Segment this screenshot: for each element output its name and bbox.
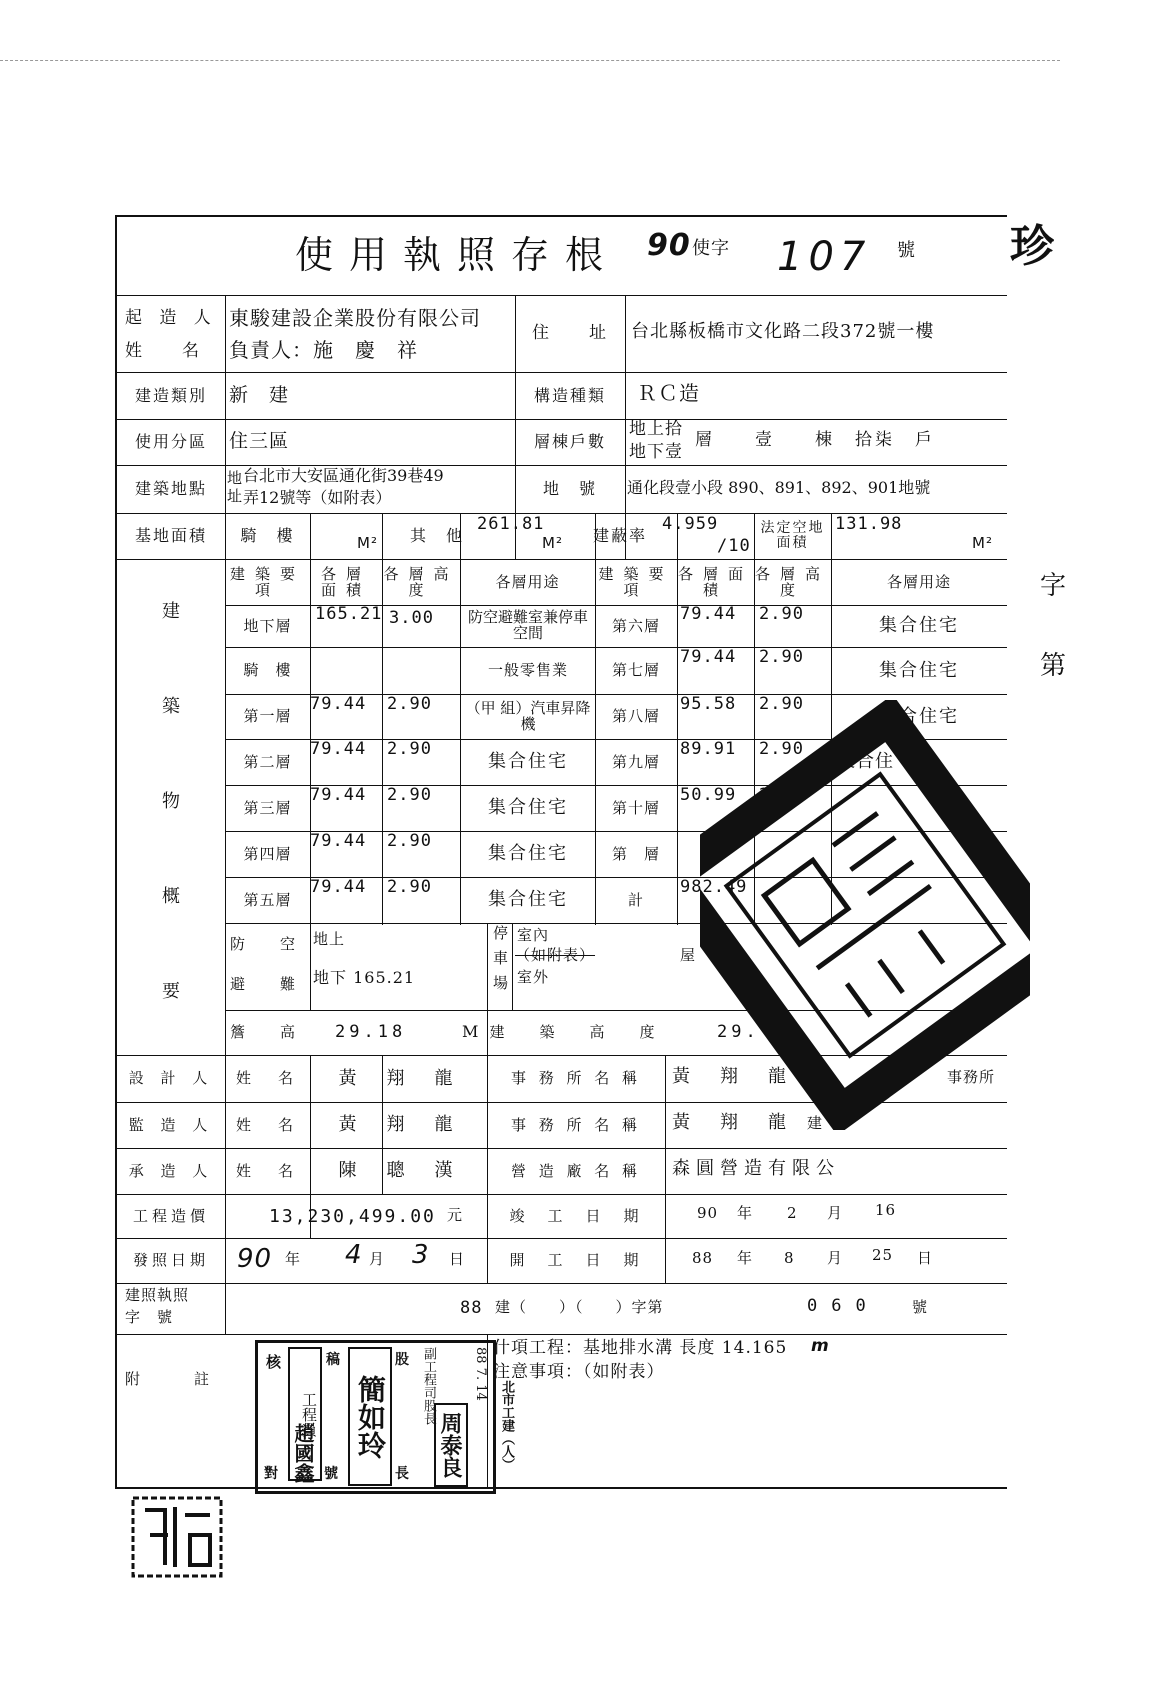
fr-area: 95.58 xyxy=(680,694,737,714)
site-addr-label: 地址 xyxy=(227,469,244,505)
fl-area: 165.21 xyxy=(315,604,383,624)
supervisor-office-tail: 建 xyxy=(807,1114,824,1132)
completion-m-unit: 月 xyxy=(827,1204,844,1222)
title-suffix: 號 xyxy=(897,240,916,261)
head-mark: 長 xyxy=(395,1466,409,1482)
hdr-height-r: 各層高度 xyxy=(754,564,830,599)
owner-addr: 台北縣板橋市文化路二段372號一樓 xyxy=(631,321,935,342)
supervisor-name-label: 姓 名 xyxy=(235,1115,299,1134)
issue-label: 發照日期 xyxy=(132,1251,209,1270)
seal-mark: 稿 xyxy=(326,1352,340,1368)
hdr-area-r: 各層面積 xyxy=(677,564,753,599)
issue-month: 4 xyxy=(345,1240,363,1270)
completion-y-unit: 年 xyxy=(737,1204,754,1222)
fr-height: 2.90 xyxy=(759,739,804,759)
owner-label-b: 姓 名 xyxy=(125,341,201,361)
park-indoor-note: （如附表） xyxy=(515,946,596,964)
hdr-area-l: 各層面積 xyxy=(320,564,371,599)
fl-area: 79.44 xyxy=(310,831,367,851)
owner-label-a: 起 造 人 xyxy=(125,308,217,328)
build-type-label: 建造類別 xyxy=(134,385,207,405)
contractor-name-label: 姓 名 xyxy=(235,1161,299,1180)
floors-up: 地上拾 xyxy=(629,419,683,439)
fr-name: 第九層 xyxy=(611,752,660,771)
fl-use: 集合住宅 xyxy=(488,889,568,911)
fr-area: 79.44 xyxy=(680,647,737,667)
fr-name: 第八層 xyxy=(611,707,660,726)
contractor-name: 陳 聰 漢 xyxy=(338,1160,459,1182)
office-stamp: 北市工建（人） xyxy=(499,1380,514,1471)
check-mark: 核 xyxy=(266,1353,282,1371)
fl-use: 防空避難室兼停車空間 xyxy=(467,608,588,642)
side-label-2: 物 xyxy=(162,791,180,812)
fr-area: 79.44 xyxy=(680,604,737,624)
arcade-label: 騎 樓 xyxy=(240,526,295,546)
fr-use: 集合住 xyxy=(837,751,894,772)
build-type-value: 新 建 xyxy=(229,384,290,406)
margin-char-3: 第 xyxy=(1040,651,1067,681)
hdr-use-l: 各層用途 xyxy=(495,572,560,591)
arcade-unit: M² xyxy=(357,534,378,552)
designer-name: 黃 翔 龍 xyxy=(338,1067,459,1089)
supervisor-office-label: 事 務 所 名 稱 xyxy=(510,1115,642,1134)
eaves-value: 29.18 xyxy=(335,1022,407,1042)
lot-value: 通化段壹小段 890、891、892、901地號 xyxy=(627,478,931,497)
fr-name: 第七層 xyxy=(611,661,660,680)
start-label: 開 工 日 期 xyxy=(509,1251,643,1270)
site-addr1: 台北市大安區通化街39巷49 xyxy=(243,466,444,485)
fr-area: 50.99 xyxy=(680,785,737,805)
fr-use: 集合住宅 xyxy=(879,659,959,681)
form-title: 使用執照存根 xyxy=(294,233,619,278)
eaves-label: 簷 高 xyxy=(229,1023,305,1042)
park-label-2: 車 xyxy=(493,949,510,967)
fl-height: 2.90 xyxy=(387,739,432,759)
fl-name: 第五層 xyxy=(243,890,292,909)
supervisor-office: 黃 翔 龍 xyxy=(672,1112,792,1133)
contractor-firm: 森圓營造有限公 xyxy=(672,1158,840,1179)
note-unit: m xyxy=(811,1336,830,1356)
designer-office-tail: 事務所 xyxy=(947,1068,996,1086)
fr-name: 計 xyxy=(627,890,644,909)
title-number: 107 xyxy=(777,234,872,280)
fl-area: 79.44 xyxy=(310,785,367,805)
designer-office-label: 事 務 所 名 稱 xyxy=(510,1069,642,1088)
shelter-down: 地下 165.21 xyxy=(313,968,416,987)
other-label: 其 他 xyxy=(409,526,464,546)
park-label-3: 場 xyxy=(493,974,510,992)
permit-text: 建（ ）（ ）字第 xyxy=(495,1298,664,1316)
shelter-label-2: 避 難 xyxy=(229,974,305,993)
side-label-3: 概 xyxy=(162,886,180,907)
fl-use: 一般零售業 xyxy=(487,661,568,680)
hdr-item-r: 建築要項 xyxy=(598,564,674,599)
fl-name: 騎 樓 xyxy=(243,661,292,680)
start-m-unit: 月 xyxy=(827,1249,844,1267)
owner-person: 負責人：施 慶 祥 xyxy=(229,338,418,362)
margin-char-2: 字 xyxy=(1040,571,1067,601)
open-space-unit: M² xyxy=(972,534,993,552)
completion-month: 2 xyxy=(787,1204,798,1222)
fl-area: 79.44 xyxy=(310,694,367,714)
fr-height: 2.90 xyxy=(759,694,804,714)
other-unit: M² xyxy=(542,534,563,552)
shelter-up: 地上 xyxy=(313,930,346,948)
designer-role: 設 計 人 xyxy=(128,1069,214,1088)
cost-unit: 元 xyxy=(447,1206,464,1224)
fr-height: 2.90 xyxy=(759,785,804,805)
area-label: 基地面積 xyxy=(134,526,207,546)
permit-number: 060 xyxy=(807,1296,880,1316)
fl-name: 第四層 xyxy=(243,844,292,863)
clerk-name: 簡如玲 xyxy=(348,1347,392,1486)
note-line-2: 注意事項：（如附表） xyxy=(493,1362,665,1382)
issue-year: 90 xyxy=(237,1244,273,1274)
issue-day: 3 xyxy=(412,1240,430,1270)
coverage-label: 建蔽率 xyxy=(592,526,647,546)
chief-role: 副工程司股長 xyxy=(421,1347,436,1425)
note-label: 附 註 xyxy=(124,1369,217,1388)
cost-label: 工程造價 xyxy=(132,1206,209,1225)
floors-down: 地下壹 xyxy=(629,442,683,462)
start-y-unit: 年 xyxy=(737,1249,754,1267)
roof-label: 屋 xyxy=(680,946,697,964)
fr-height: 2.90 xyxy=(759,604,804,624)
hdr-use-r: 各層用途 xyxy=(886,572,951,591)
fl-name: 第二層 xyxy=(243,752,292,771)
supervisor-role: 監 造 人 xyxy=(128,1115,214,1134)
fr-area: 89.91 xyxy=(680,739,737,759)
date-stamp: 88 7. 14 xyxy=(473,1347,488,1401)
fl-use: 集合住宅 xyxy=(488,751,568,773)
owner-addr-label: 住 址 xyxy=(532,323,608,344)
park-indoor: 室內 xyxy=(517,926,550,944)
owner-company: 東駿建設企業股份有限公司 xyxy=(229,306,481,330)
fl-name: 地下層 xyxy=(243,616,292,635)
coverage-value: 4.959 xyxy=(662,514,719,534)
start-day: 25 xyxy=(872,1246,894,1264)
building-height-value: 29. xyxy=(717,1022,760,1042)
side-label-1: 築 xyxy=(162,696,180,717)
side-label-4: 要 xyxy=(162,981,180,1002)
fl-height: 2.90 xyxy=(387,831,432,851)
completion-day: 16 xyxy=(875,1201,897,1219)
fl-height: 2.90 xyxy=(387,877,432,897)
inspector-role: 工程員 xyxy=(288,1347,322,1481)
shelter-label-1: 防 空 xyxy=(229,934,305,953)
struct-label: 構造種類 xyxy=(533,385,606,405)
fr-name: 第 層 xyxy=(611,844,660,863)
checked-mark: 對 xyxy=(264,1466,278,1482)
seal-stamp-icon xyxy=(130,1495,225,1580)
chief-name: 周泰良 xyxy=(434,1403,468,1487)
park-outdoor: 室外 xyxy=(517,968,550,986)
section-mark: 股 xyxy=(395,1352,409,1368)
cost-value: 13,230,499.00 xyxy=(269,1206,436,1227)
fl-height: 3.00 xyxy=(389,608,434,628)
permit-suffix: 號 xyxy=(912,1298,929,1316)
permit-year: 88 xyxy=(460,1298,483,1318)
open-space-label: 法定空地面積 xyxy=(760,519,825,551)
fr-height: 2.90 xyxy=(759,647,804,667)
title-year: 90 xyxy=(647,228,691,263)
fl-area: 79.44 xyxy=(310,877,367,897)
designer-office: 黃 翔 龍 xyxy=(672,1066,792,1087)
completion-label: 竣 工 日 期 xyxy=(509,1206,643,1225)
struct-value: ＲＣ造 xyxy=(637,381,700,405)
issue-y-unit: 年 xyxy=(285,1250,302,1268)
completion-year: 90 xyxy=(697,1204,719,1222)
building-height-label: 建 築 高 度 xyxy=(489,1023,665,1042)
fl-name: 第一層 xyxy=(243,707,292,726)
start-month: 8 xyxy=(784,1249,795,1267)
lot-label: 地 號 xyxy=(542,479,597,499)
fr-area: 982.49 xyxy=(680,877,748,897)
fr-use: 集合住宅 xyxy=(879,705,959,727)
margin-char-1: 珍 xyxy=(1010,221,1054,272)
contractor-role: 承 造 人 xyxy=(128,1161,214,1180)
other-value: 261.81 xyxy=(477,514,545,534)
floors-rest: 層 壹 棟 拾柒 戶 xyxy=(695,430,935,450)
site-label: 建築地點 xyxy=(134,479,207,499)
start-d-unit: 日 xyxy=(917,1249,934,1267)
fl-use: （甲 組）汽車昇降機 xyxy=(465,698,591,733)
issue-d-unit: 日 xyxy=(449,1250,466,1268)
official-seal-icon xyxy=(700,700,1030,1130)
note-line-1: 什項工程：基地排水溝 長度 14.165 xyxy=(493,1338,788,1358)
fl-area: 79.44 xyxy=(310,739,367,759)
inspector-name: 趙國鑫 xyxy=(291,1423,315,1483)
hdr-height-l: 各層高度 xyxy=(383,564,459,599)
zone-label: 使用分區 xyxy=(134,432,207,452)
park-label-1: 停 xyxy=(493,924,510,942)
floors-label: 層棟戶數 xyxy=(533,432,606,452)
fl-use: 集合住宅 xyxy=(488,843,568,865)
hdr-item-l: 建築要項 xyxy=(229,564,305,599)
approval-stamp-box xyxy=(255,1340,496,1494)
coverage-unit: /10 xyxy=(717,536,751,556)
fl-height: 2.90 xyxy=(387,694,432,714)
zone-value: 住三區 xyxy=(229,430,290,452)
eaves-unit: M xyxy=(462,1022,480,1041)
permit-label-2: 字 號 xyxy=(125,1308,174,1326)
fl-use: 集合住宅 xyxy=(488,797,568,819)
open-space-value: 131.98 xyxy=(835,514,903,534)
side-label-0: 建 xyxy=(162,601,180,622)
title-type: 使字 xyxy=(692,238,730,259)
fr-name: 第十層 xyxy=(611,798,660,817)
fl-height: 2.90 xyxy=(387,785,432,805)
site-addr2: 弄12號等（如附表） xyxy=(243,488,392,507)
fr-name: 第六層 xyxy=(611,616,660,635)
contractor-firm-label: 營 造 廠 名 稱 xyxy=(510,1161,642,1180)
fl-name: 第三層 xyxy=(243,798,292,817)
start-year: 88 xyxy=(692,1249,714,1267)
issue-m-unit: 月 xyxy=(369,1250,386,1268)
supervisor-name: 黃 翔 龍 xyxy=(338,1114,459,1136)
permit-label-1: 建照執照 xyxy=(125,1286,190,1304)
no-mark: 號 xyxy=(324,1466,338,1482)
top-dotted-line xyxy=(0,60,1060,61)
designer-name-label: 姓 名 xyxy=(235,1069,299,1088)
fr-use: 集合住宅 xyxy=(879,615,959,637)
